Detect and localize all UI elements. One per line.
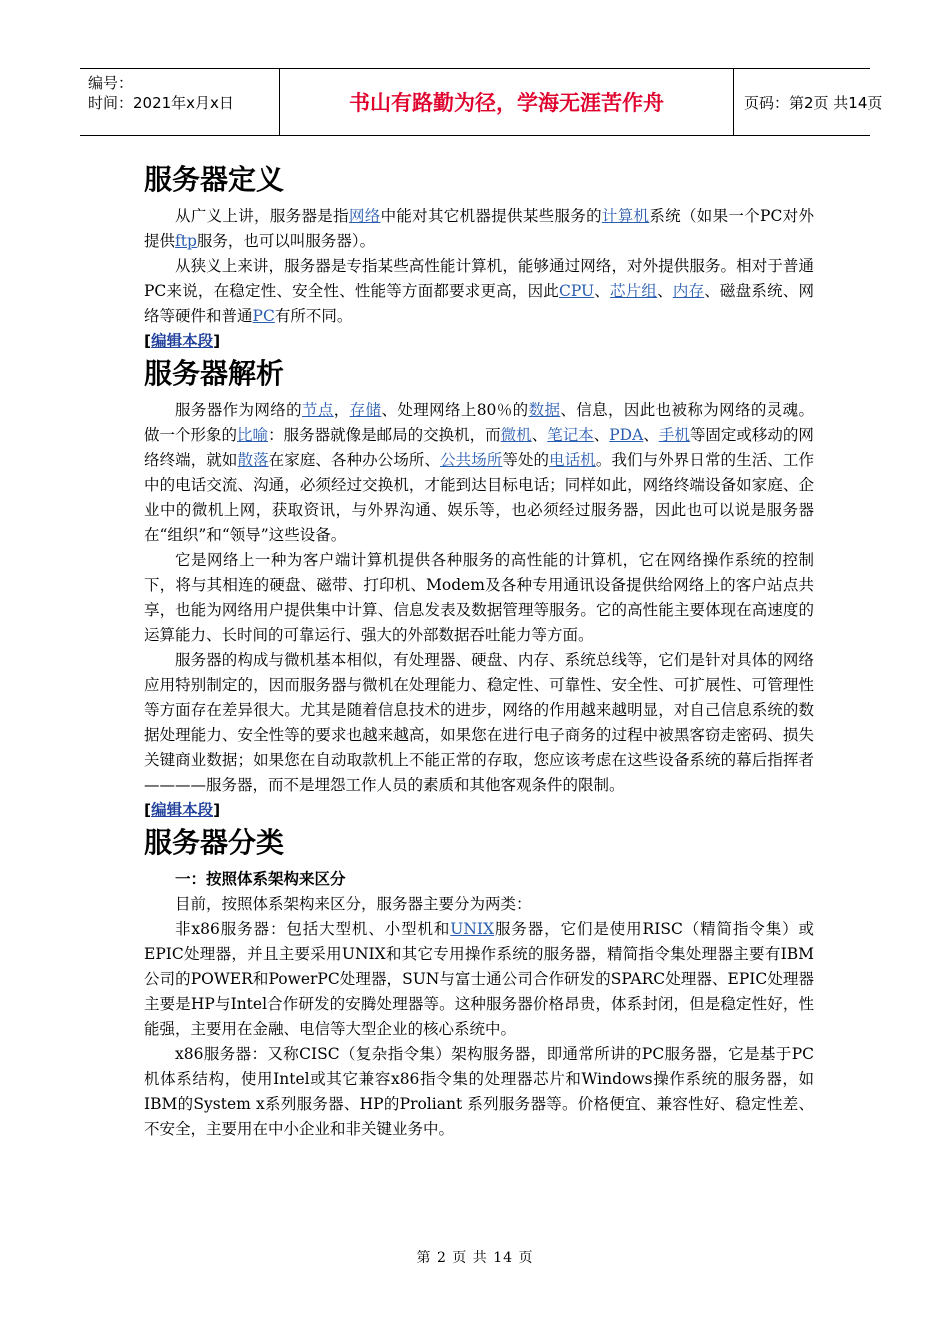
header-meta xyxy=(80,69,280,135)
section-title-analysis: 服务器解析 xyxy=(144,357,285,390)
definition-paragraph-2: 从狭义上来讲，服务器是专指某些高性能计算机，能够通过网络，对外提供服务。相对于普通PC来说，在稳定性、安全性、性能等方面都要求更高，因此CPU、芯片组、内存、磁盘系统、网络等硬件和普通PC有所不同。 xyxy=(144,257,814,325)
link-mobile-phone[interactable]: 手机 xyxy=(658,426,690,444)
link-network[interactable]: 网络 xyxy=(348,207,381,225)
link-public-places[interactable]: 公共场所 xyxy=(440,451,503,469)
link-node[interactable]: 节点 xyxy=(302,401,334,419)
link-pda[interactable]: PDA xyxy=(609,426,644,444)
section-title-classification: 服务器分类 xyxy=(144,826,285,859)
analysis-paragraph-3: 服务器的构成与微机基本相似，有处理器、硬盘、内存、系统总线等，它们是针对具体的网络应用特别制定的，因而服务器与微机在处理能力、稳定性、可靠性、安全性、可扩展性、可管理性等方面存在差异很大。尤其是随着信息技术的进步，网络的作用越来越明显，对自己信息系统的数据处理能力、安全性等的要求也越来越高，如果您在进行电子商务的过程中被黑客窃走密码、损失关键商业数据；如果您在自动取款机上不能正常的存取，您应该考虑在这些设备系统的幕后指挥者————服务器，而不是埋怨工作人员的素质和其他客观条件的限制。 xyxy=(144,651,814,794)
definition-paragraph-1: 从广义上讲，服务器是指网络中能对其它机器提供某些服务的计算机系统（如果一个PC对外提供ftp服务，也可以叫服务器）。 xyxy=(144,207,814,250)
document-body xyxy=(144,160,814,1142)
header-motto: 书山有路勤为径，学海无涯苦作舟 xyxy=(280,69,734,135)
link-metaphor[interactable]: 比喻 xyxy=(237,426,269,444)
link-unix[interactable]: UNIX xyxy=(450,920,495,938)
link-telephone[interactable]: 电话机 xyxy=(549,451,596,469)
link-pc[interactable]: PC xyxy=(252,307,275,325)
link-computer[interactable]: 计算机 xyxy=(601,207,650,225)
link-data[interactable]: 数据 xyxy=(528,401,561,419)
edit-section-link: [编辑本段] xyxy=(144,801,221,819)
number-label: 编号： xyxy=(88,74,134,92)
link-chipset[interactable]: 芯片组 xyxy=(610,282,658,300)
link-storage[interactable]: 存储 xyxy=(349,401,382,419)
date-label: 时间：2021年x月x日 xyxy=(88,94,234,112)
edit-section-link: [编辑本段] xyxy=(144,332,221,350)
link-scattered[interactable]: 散落 xyxy=(237,451,269,469)
classification-paragraph-3: x86服务器：又称CISC（复杂指令集）架构服务器，即通常所讲的PC服务器，它是基于PC机体系结构，使用Intel或其它兼容x86指令集的处理器芯片和Windows操作系统的服务器，如IBM的System x系列服务器、HP的Proliant 系列服务器等。价格便宜、兼容性好、稳定性差、不安全，主要用在中小企业和非关键业务中。 xyxy=(144,1045,814,1138)
link-notebook[interactable]: 笔记本 xyxy=(547,426,594,444)
classification-subheading: 一：按照体系架构来区分 xyxy=(175,870,346,888)
analysis-paragraph-1: 服务器作为网络的节点，存储、处理网络上80％的数据、信息，因此也被称为网络的灵魂。做一个形象的比喻：服务器就像是邮局的交换机，而微机、笔记本、PDA、手机等固定或移动的网络终端，就如散落在家庭、各种办公场所、公共场所等处的电话机。我们与外界日常的生活、工作中的电话交流、沟通，必须经过交换机，才能到达目标电话；同样如此，网络终端设备如家庭、企业中的微机上网，获取资讯，与外界沟通、娱乐等，也必须经过服务器，因此也可以说是服务器在“组织”和“领导”这些设备。 xyxy=(144,401,814,544)
section-title-definition: 服务器定义 xyxy=(144,163,285,196)
classification-paragraph-1: 目前，按照体系架构来区分，服务器主要分为两类： xyxy=(175,895,532,913)
link-ftp[interactable]: ftp xyxy=(175,232,197,250)
page-footer: 第 2 页 共 14 页 xyxy=(416,1250,534,1266)
link-microcomputer[interactable]: 微机 xyxy=(500,426,532,444)
classification-paragraph-2: 非x86服务器：包括大型机、小型机和UNIX服务器，它们是使用RISC（精简指令集）或EPIC处理器，并且主要采用UNIX和其它专用操作系统的服务器，精简指令集处理器主要有IBM公司的POWER和PowerPC处理器，SUN与富士通公司合作研发的SPARC处理器、EPIC处理器主要是HP与Intel合作研发的安腾处理器等。这种服务器价格昂贵，体系封闭，但是稳定性好，性能强，主要用在金融、电信等大型企业的核心系统中。 xyxy=(144,920,814,1038)
link-memory[interactable]: 内存 xyxy=(672,282,705,300)
header-page-info: 页码：第2页 共14页 xyxy=(744,93,883,112)
header-table xyxy=(80,68,883,136)
edit-link[interactable]: 编辑本段 xyxy=(151,332,214,350)
analysis-paragraph-2: 它是网络上一种为客户端计算机提供各种服务的高性能的计算机，它在网络操作系统的控制下，将与其相连的硬盘、磁带、打印机、Modem及各种专用通讯设备提供给网络上的客户站点共享，也能为网络用户提供集中计算、信息发表及数据管理等服务。它的高性能主要体现在高速度的运算能力、长时间的可靠运行、强大的外部数据吞吐能力等方面。 xyxy=(144,551,814,644)
edit-link[interactable]: 编辑本段 xyxy=(151,801,214,819)
link-cpu[interactable]: CPU xyxy=(559,282,595,300)
